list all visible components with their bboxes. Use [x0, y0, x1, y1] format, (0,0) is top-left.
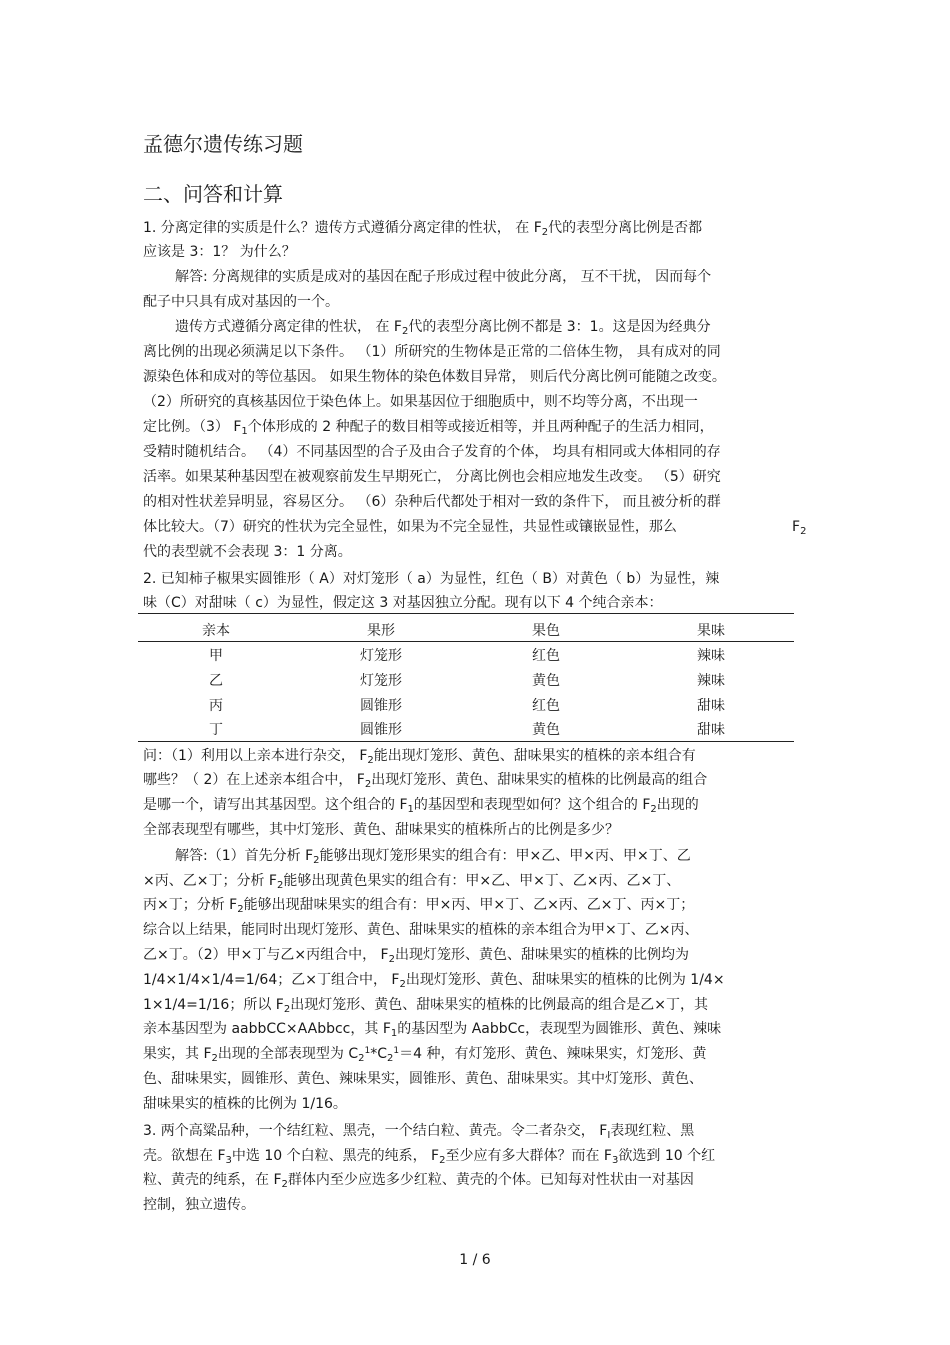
q2-line-2: 味（C）对甜味（ c）为显性，假定这 3 对基因独立分配。现有以下 4 个纯合亲本：: [143, 595, 663, 611]
q3-line-2: 壳。欲想在 $F_3$中选 10 个白粒、黑壳的纯系， $F_2$至少应有多大群体？而在 $F_3$欲选到 10 个红: [143, 1148, 716, 1166]
table-cell: 甜味: [697, 722, 725, 738]
table-cell: 甲: [209, 648, 223, 664]
section-heading: 二、问答和计算: [143, 182, 283, 206]
q2-answer-line-5: 乙×丁。（2）甲×丁与乙×丙组合中， $F_2$出现灯笼形、黄色、甜味果实的植株的比例均为: [143, 947, 689, 965]
table-cell: 圆锥形: [360, 698, 402, 714]
q1-answer-f2-end: $F_2$: [792, 519, 807, 537]
q1-line-2: 应该是 3：1？ 为什么？: [143, 244, 296, 260]
q1-answer-line-11: 体比较大。（7）研究的性状为完全显性，如果为不完全显性，共显性或镶嵌显性，那么: [143, 519, 677, 535]
q1-answer-line-6: （2）所研究的真核基因位于染色体上。如果基因位于细胞质中，则不均等分离，不出现一: [143, 394, 698, 410]
table-cell: 红色: [532, 698, 560, 714]
table-header: 果形: [367, 623, 395, 639]
q3-line-4: 控制，独立遗传。: [143, 1197, 255, 1213]
q2-question-line-3: 是哪一个，请写出其基因型。这个组合的 $F_1$的基因型和表现型如何？这个组合的 $F_2$出现的: [143, 797, 699, 815]
q2-answer-line-2: ×丙、乙×丁；分析 $F_2$能够出现黄色果实的组合有：甲×乙、甲×丁、乙×丙、乙×丁、: [143, 873, 681, 891]
table-cell: 黄色: [532, 722, 560, 738]
table-cell: 辣味: [697, 673, 725, 689]
q2-question-line-4: 全部表现型有哪些，其中灯笼形、黄色、甜味果实的植株所占的比例是多少？: [143, 822, 619, 838]
q2-answer-line-7: 1×1/4=1/16；所以 $F_2$出现灯笼形、黄色、甜味果实的植株的比例最高的组合是乙×丁，其: [143, 997, 708, 1015]
q2-question-line-1: 问：（1）利用以上亲本进行杂交， $F_2$能出现灯笼形、黄色、甜味果实的植株的亲本组合有: [143, 748, 696, 766]
q1-answer-line-3: 遗传方式遵循分离定律的性状， 在 $F_2$代的表型分离比例不都是 3：1。这是因为经典分: [175, 319, 711, 337]
q2-answer-line-6: 1/4×1/4×1/4=1/64；乙×丁组合中， $F_2$出现灯笼形、黄色、甜味果实的植株的比例为 1/4×: [143, 972, 725, 990]
q2-question-line-2: 哪些？（ 2）在上述亲本组合中， $F_2$出现灯笼形、黄色、甜味果实的植株的比例最高的组合: [143, 772, 708, 790]
q1-answer-line-10: 的相对性状差异明显，容易区分。 （6）杂种后代都处于相对一致的条件下， 而且被分析的群: [143, 494, 721, 510]
q1-answer-line-4: 离比例的出现必须满足以下条件。 （1）所研究的生物体是正常的二倍体生物， 具有成对的同: [143, 344, 721, 360]
table-cell: 乙: [209, 673, 223, 689]
table-header: 亲本: [202, 623, 230, 639]
q1-line-1: 1. 分离定律的实质是什么？遗传方式遵循分离定律的性状， 在 $F_2$代的表型分离比例是否都: [143, 220, 703, 238]
q2-answer-line-10: 色、甜味果实，圆锥形、黄色、辣味果实，圆锥形、黄色、甜味果实。其中灯笼形、黄色、: [143, 1071, 703, 1087]
table-bottom-rule: [138, 741, 794, 742]
q2-answer-line-4: 综合以上结果，能同时出现灯笼形、黄色、甜味果实的植株的亲本组合为甲×丁、乙×丙、: [143, 922, 699, 938]
page-title: 孟德尔遗传练习题: [143, 132, 303, 156]
table-top-rule: [138, 613, 794, 614]
q1-answer-line-7: 定比例。（3） $F_1$个体形成的 2 种配子的数目相等或接近相等，并且两种配子的生活力相同，: [143, 419, 714, 437]
table-header: 果色: [532, 623, 560, 639]
table-cell: 灯笼形: [360, 673, 402, 689]
table-header-rule: [138, 641, 794, 642]
table-header: 果味: [697, 623, 725, 639]
q2-answer-line-3: 丙×丁；分析 $F_2$能够出现甜味果实的组合有：甲×丙、甲×丁、乙×丙、乙×丁、丙×丁；: [143, 897, 695, 915]
q1-answer-line-2: 配子中只具有成对基因的一个。: [143, 294, 339, 310]
q1-answer-line-12: 代的表型就不会表现 3：1 分离。: [143, 544, 352, 560]
q1-answer-line-1: 解答: 分离规律的实质是成对的基因在配子形成过程中彼此分离， 互不干扰， 因而每个: [175, 269, 712, 285]
q1-answer-line-5: 源染色体和成对的等位基因。 如果生物体的染色体数目异常， 则后代分离比例可能随之改变。: [143, 369, 726, 385]
table-cell: 黄色: [532, 673, 560, 689]
table-cell: 丙: [209, 698, 223, 714]
q2-answer-line-11: 甜味果实的植株的比例为 1/16。: [143, 1096, 347, 1112]
table-cell: 丁: [209, 722, 223, 738]
q2-line-1: 2. 已知柿子椒果实圆锥形（ A）对灯笼形（ a）为显性，红色（ B）对黄色（ b）为显性，辣: [143, 571, 720, 587]
table-cell: 辣味: [697, 648, 725, 664]
table-cell: 甜味: [697, 698, 725, 714]
table-cell: 红色: [532, 648, 560, 664]
q2-answer-line-1: 解答:（1）首先分析 $F_2$能够出现灯笼形果实的组合有：甲×乙、甲×丙、甲×丁、乙: [175, 848, 691, 866]
page-number: 1 / 6: [459, 1252, 491, 1268]
q2-answer-line-9: 果实，其 $F_2$出现的全部表现型为 $C_2^1*C_2^1=4$ 种，有灯笼形、黄色、辣味果实，灯笼形、黄: [143, 1046, 707, 1064]
table-cell: 灯笼形: [360, 648, 402, 664]
q1-answer-line-8: 受精时随机结合。 （4）不同基因型的合子及由合子发育的个体， 均具有相同或大体相同的存: [143, 444, 721, 460]
q1-answer-line-9: 活率。如果某种基因型在被观察前发生早期死亡， 分离比例也会相应地发生改变。 （5）研究: [143, 469, 721, 485]
q2-answer-line-8: 亲本基因型为 aabbCC×AAbbcc，其 $F_1$的基因型为 AabbCc，表现型为圆锥形、黄色、辣味: [143, 1021, 722, 1039]
table-cell: 圆锥形: [360, 722, 402, 738]
q3-line-1: 3. 两个高粱品种，一个结红粒、黑壳，一个结白粒、黄壳。令二者杂交， $F_I$表现红粒、黑: [143, 1123, 695, 1141]
q3-line-3: 粒、黄壳的纯系，在 $F_2$群体内至少应选多少红粒、黄壳的个体。已知每对性状由一对基因: [143, 1172, 694, 1190]
